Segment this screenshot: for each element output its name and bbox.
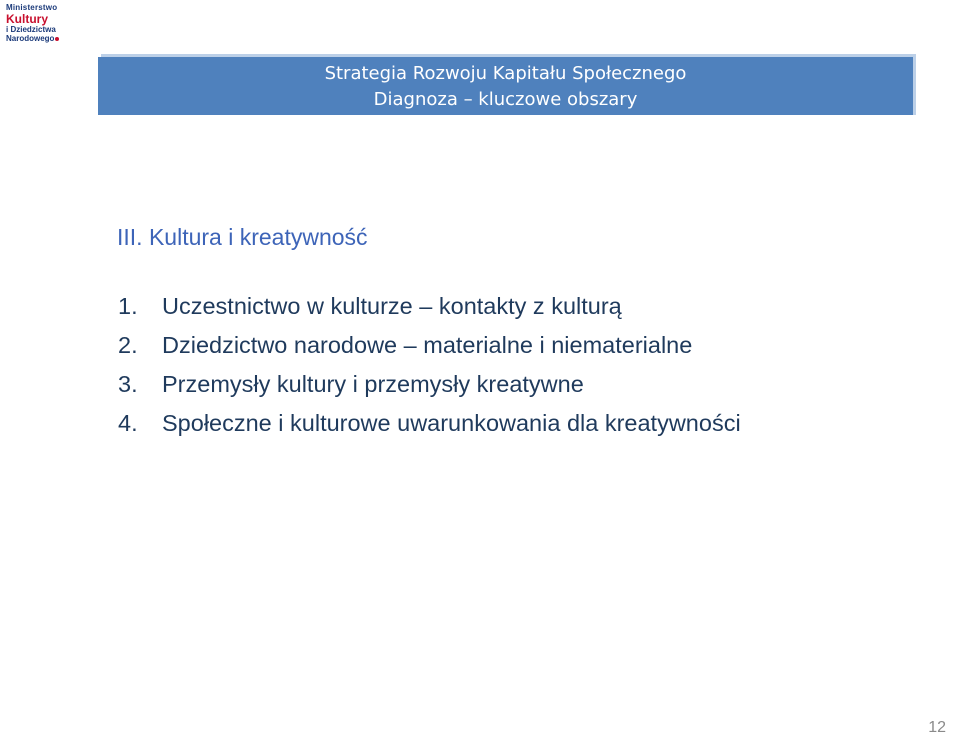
list-item-text: Społeczne i kulturowe uwarunkowania dla kreatywności bbox=[162, 410, 741, 436]
logo-line-heritage: i Dziedzictwa bbox=[6, 25, 56, 34]
list-item bbox=[118, 404, 741, 443]
logo-line-culture: Kultury bbox=[6, 12, 48, 26]
list-item bbox=[118, 287, 741, 326]
page-title: Strategia Rozwoju Kapitału Społecznego bbox=[324, 63, 687, 84]
page-subtitle: Diagnoza – kluczowe obszary bbox=[373, 89, 638, 110]
list-item-text: Uczestnictwo w kulturze – kontakty z kulturą bbox=[162, 293, 622, 319]
list-item-number: 3. bbox=[118, 371, 138, 397]
section-title: III. Kultura i kreatywność bbox=[117, 224, 368, 250]
logo-line-national-text: Narodowego bbox=[6, 34, 55, 43]
list-item-number: 2. bbox=[118, 332, 138, 358]
header-banner bbox=[98, 57, 913, 115]
list-item-text: Dziedzictwo narodowe – materialne i niematerialne bbox=[162, 332, 693, 358]
list-item-number: 1. bbox=[118, 293, 138, 319]
ministry-logo bbox=[6, 4, 76, 43]
list-item bbox=[118, 365, 741, 404]
logo-dot-icon bbox=[55, 37, 59, 41]
topic-list bbox=[118, 287, 741, 443]
page-number: 12 bbox=[928, 719, 946, 736]
logo-line-national bbox=[6, 35, 76, 43]
list-item-text: Przemysły kultury i przemysły kreatywne bbox=[162, 371, 584, 397]
logo-line-ministry: Ministerstwo bbox=[6, 3, 58, 12]
list-item bbox=[118, 326, 741, 365]
list-item-number: 4. bbox=[118, 410, 138, 436]
